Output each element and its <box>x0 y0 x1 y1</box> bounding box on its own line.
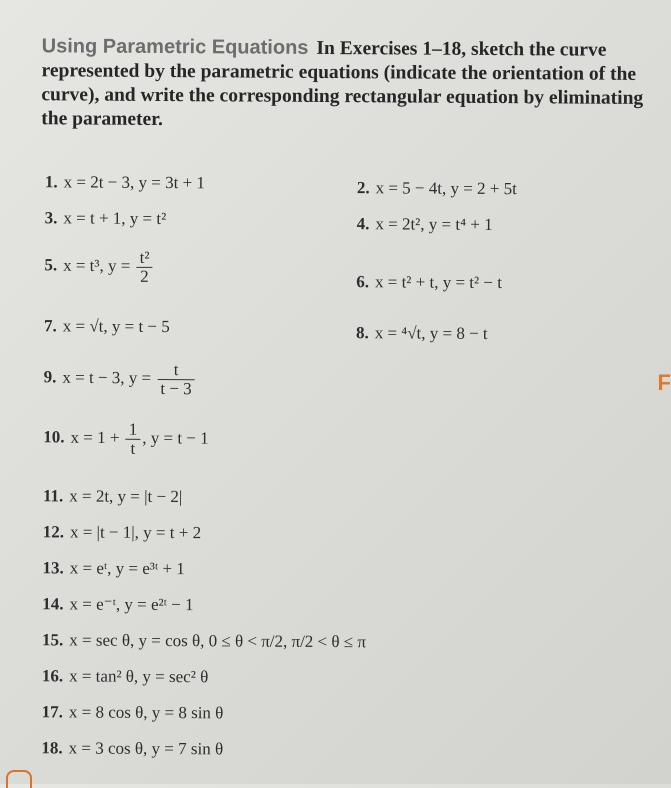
exercise-number: 4. <box>356 214 370 234</box>
exercise-14 <box>42 594 193 615</box>
exercise-number: 2. <box>356 178 370 198</box>
exercise-equation: x = 2t², y = t⁴ + 1 <box>375 214 493 235</box>
exercise-number: 15. <box>42 630 64 650</box>
exercise-equation: x = 3 cos θ, y = 7 sin θ <box>68 738 224 759</box>
exercise-11 <box>43 486 182 507</box>
fraction-numerator: t <box>157 361 194 380</box>
corner-ink-mark <box>6 770 32 788</box>
exercise-number: 16. <box>41 666 64 686</box>
exercise-number: 17. <box>41 702 63 722</box>
exercise-5 <box>44 248 154 286</box>
exercise-number: 1. <box>44 172 58 192</box>
exercise-equation: x = eᵗ, y = e³ᵗ + 1 <box>69 558 185 579</box>
exercise-equation: x = t + 1, y = t² <box>63 208 167 229</box>
exercise-7 <box>44 316 170 337</box>
exercise-equation: x = 8 cos θ, y = 8 sin θ <box>68 702 224 723</box>
exercise-equation: x = t − 3, y = <box>62 367 152 388</box>
exercise-equation: x = e⁻ᵗ, y = e²ᵗ − 1 <box>69 594 194 615</box>
exercise-number: 10. <box>43 427 65 447</box>
exercise-15 <box>42 630 366 652</box>
exercise-equation: x = tan² θ, y = sec² θ <box>69 666 209 687</box>
exercise-equation: x = t³, y = <box>63 255 131 276</box>
exercise-13 <box>42 558 184 579</box>
exercise-equation: x = 2t − 3, y = 3t + 1 <box>63 172 205 193</box>
instructions-text: In Exercises 1–18, sketch the curve represented by the parametric equations (indicate the orientation of the curve), and write the corresponding rectangular equation by eliminating the parameter. <box>41 37 644 130</box>
page-edge-letter: F <box>657 370 671 395</box>
exercise-equation: x = 1 + <box>70 427 120 448</box>
fraction-numerator: 1 <box>126 421 141 440</box>
exercise-10 <box>43 420 209 458</box>
exercise-equation: x = 5 − 4t, y = 2 + 5t <box>375 178 517 199</box>
exercise-number: 8. <box>355 323 369 343</box>
exercise-number: 5. <box>44 255 58 275</box>
exercise-16 <box>42 666 209 687</box>
fraction-numerator: t² <box>137 249 153 268</box>
exercise-equation: x = 2t, y = |t − 2| <box>69 486 183 507</box>
fraction <box>126 421 141 458</box>
exercise-equation: x = t² + t, y = t² − t <box>374 272 503 293</box>
exercise-equation: x = |t − 1|, y = t + 2 <box>69 522 202 543</box>
fraction-denominator: t − 3 <box>160 378 192 399</box>
fraction <box>137 249 153 286</box>
exercise-number: 13. <box>42 558 64 578</box>
exercise-equation: x = sec θ, y = cos θ, 0 ≤ θ < π/2, π/2 < θ ≤ π <box>69 630 367 652</box>
exercise-1 <box>45 172 205 193</box>
exercise-number: 14. <box>42 594 64 614</box>
exercise-equation: x = ⁴√t, y = 8 − t <box>374 323 488 343</box>
exercise-number: 12. <box>42 522 65 542</box>
exercise-2 <box>357 178 517 199</box>
exercise-12 <box>43 522 201 543</box>
exercise-3 <box>45 208 167 229</box>
section-heading: Using Parametric Equations <box>41 35 309 59</box>
exercise-number: 3. <box>44 208 58 228</box>
exercise-equation-tail: , y = t − 1 <box>142 428 209 448</box>
exercise-number: 18. <box>41 738 63 758</box>
exercise-number: 7. <box>43 316 57 336</box>
exercise-6 <box>356 272 502 293</box>
exercise-9 <box>44 360 197 398</box>
fraction-denominator: t <box>130 438 136 458</box>
fraction-denominator: 2 <box>140 266 149 286</box>
exercise-instructions <box>41 34 654 135</box>
exercise-number: 11. <box>42 486 64 506</box>
fraction <box>157 361 195 398</box>
exercise-number: 9. <box>43 367 57 387</box>
exercise-17 <box>42 702 224 723</box>
exercise-18 <box>41 738 223 759</box>
exercise-equation: x = √t, y = t − 5 <box>62 316 170 337</box>
exercise-number: 6. <box>356 272 370 292</box>
exercise-4 <box>357 214 493 235</box>
exercise-8 <box>356 323 488 344</box>
